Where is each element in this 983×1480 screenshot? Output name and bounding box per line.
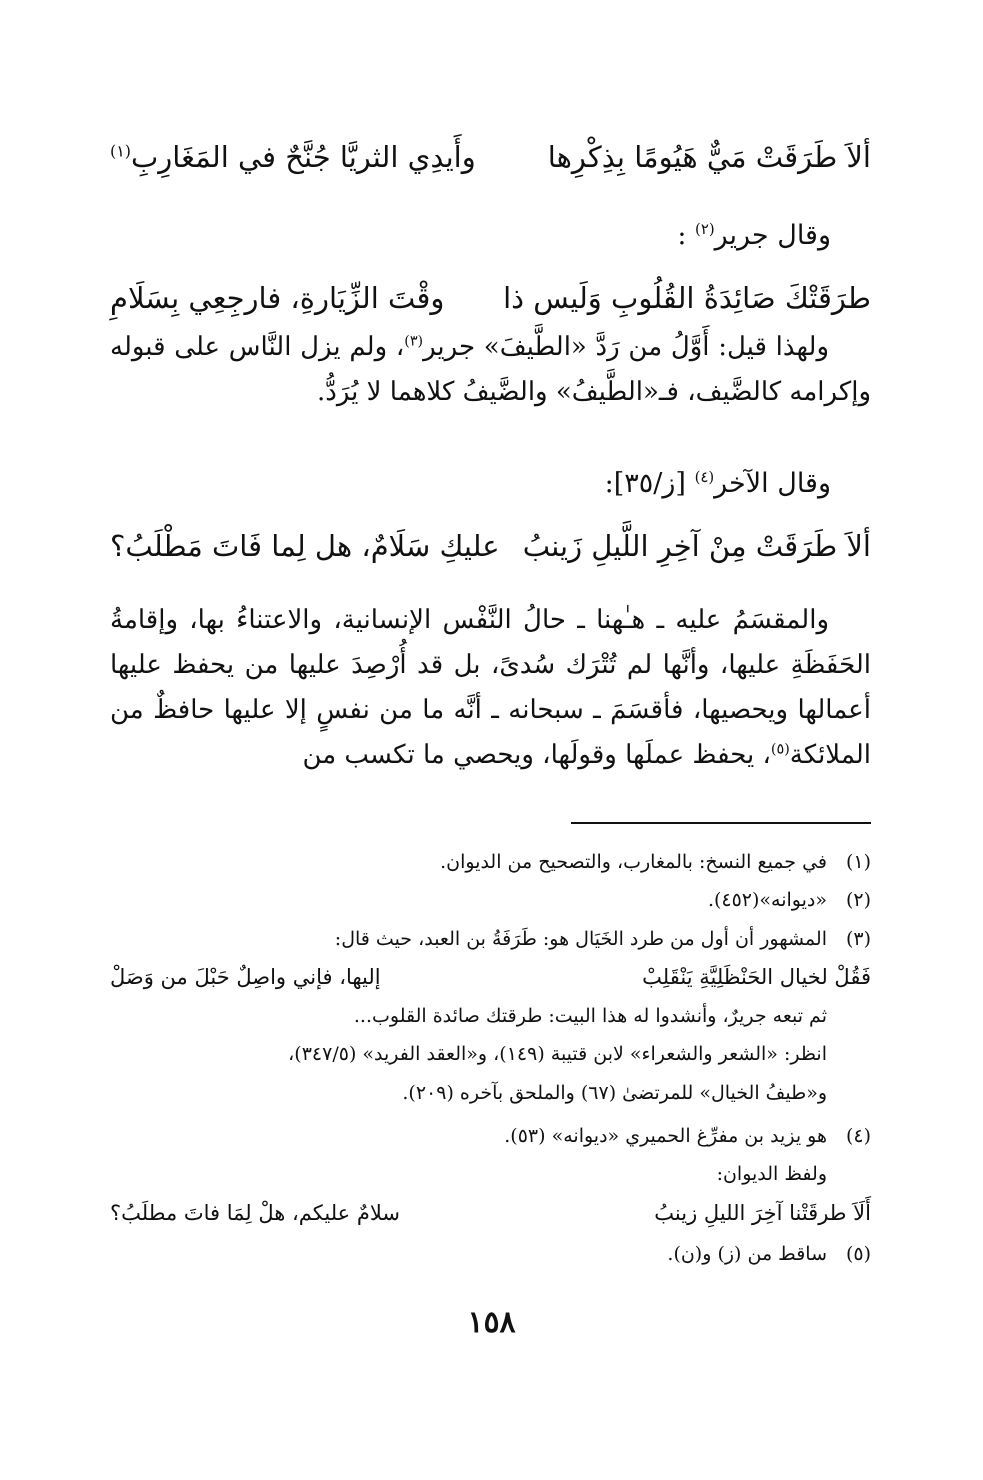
footnote-5-number: (٥) — [845, 1243, 871, 1265]
paragraph-2 — [110, 598, 871, 778]
footnote-4-number: (٤) — [845, 1125, 871, 1147]
footnote-4-verse-second: سلامٌ عليكم، هلْ لِمَا فاتَ مطلَبُ؟ — [110, 1201, 400, 1225]
footnote-separator — [571, 822, 871, 824]
footnote-2-text: «ديوانه»(٤٥٢). — [707, 889, 827, 911]
footnote-ref-3: (٣) — [404, 333, 424, 350]
verse-1-second-text: وأَيدِي الثريَّا جُنَّحٌ في المَغَارِبِ — [131, 140, 476, 174]
footnote-5-text: ساقط من (ز) و(ن). — [667, 1243, 827, 1265]
footnote-3-text: المشهور أن أول من طرد الخَيَال هو: طَرَفَةُ بن العبد، حيث قال: — [334, 928, 827, 950]
footnote-3-line-4: و«طيفُ الخيال» للمرتضىٰ (٦٧) والملحق بآخره (٢٠٩). — [402, 1082, 827, 1104]
intro-other — [110, 462, 831, 506]
verse-2 — [110, 276, 871, 320]
footnote-3-line-2: ثم تبعه جريرٌ، وأنشدوا له هذا البيت: طرقتك صائدة القلوب... — [353, 1005, 827, 1027]
verse-3 — [110, 524, 871, 568]
footnote-4-verse — [110, 1197, 871, 1230]
verse-1 — [110, 135, 871, 179]
intro-other-text: وقال الآخر — [714, 468, 831, 499]
paragraph-1 — [110, 325, 871, 415]
paragraph-2-part-b: ، يحفظ عملَها وقولَها، ويحصي ما تكسب من — [302, 740, 771, 770]
footnote-3-number: (٣) — [845, 928, 871, 950]
footnote-3-verse-second: إليها، فإني واصِلٌ حَبْلَ من وَصَلْ — [110, 965, 381, 989]
footnote-1-text: في جميع النسخ: بالمغارب، والتصحيح من الديوان. — [440, 851, 827, 873]
verse-3-first-hemistich: ألاَ طَرَقَتْ مِنْ آخِرِ اللَّيلِ زَينبُ — [522, 529, 871, 563]
paragraph-1-part-a: ولهذا قيل: أَوَّلُ من رَدَّ «الطَّيفَ» جرير — [423, 332, 829, 362]
verse-1-second-hemistich — [110, 135, 476, 179]
page-number: ١٥٨ — [467, 1305, 516, 1340]
footnote-2-number: (٢) — [845, 889, 871, 911]
footnote-ref-5: (٥) — [770, 741, 790, 758]
footnote-3-line-3: انظر: «الشعر والشعراء» لابن قتيبة (١٤٩)، و«العقد الفريد» (٣٤٧/٥)، — [288, 1043, 827, 1065]
footnote-3-verse-first: فَقُلْ لخيال الحَنْظَلِيَّةِ يَنْقَلِبْ — [642, 965, 871, 989]
paragraph-2-part-a: والمقسَمُ عليه ـ هـٰهنا ـ حالُ النَّفْس الإنسانية، والاعتناءُ بها، وإقامةُ الحَفَظَةِ عليها، وأنَّها لم تُتْرَك سُدىً، بل قد أُرْصِدَ عليها من يحفظ عليها أعمالها ويحصيها، فأقسَمَ ـ سبحانه ـ أنَّه ما من نفسٍ إلا عليها حافظٌ من الملائكة — [110, 605, 871, 770]
intro-jarir-colon: : — [677, 220, 687, 251]
verse-3-second-hemistich: عليكِ سَلَامٌ، هل لِما فَاتَ مَطْلَبُ؟ — [110, 529, 500, 563]
verse-1-first-hemistich: ألاَ طَرَقَتْ مَيٌّ هَيُومًا بِذِكْرِها — [547, 140, 871, 174]
footnote-1-number: (١) — [845, 851, 871, 873]
footnote-4-line-2: ولفظ الديوان: — [716, 1163, 827, 1185]
intro-jarir-text: وقال جرير — [714, 220, 831, 251]
intro-jarir — [110, 214, 831, 258]
verse-2-first-hemistich: طرَقَتْكَ صَائِدَةُ القُلُوبِ وَلَيس ذا — [503, 281, 871, 315]
paragraph-1-part-b: ، ولم يزل النَّاس على قبوله وإكرامه كالضَّيف، فـ«الطَّيفُ» والضَّيفُ كلاهما لا يُرَدُّ. — [110, 332, 871, 407]
manuscript-ref: [ز/٣٥]: — [604, 468, 686, 499]
footnote-4-verse-first: أَلَاَ طرقَتْنا آخِرَ الليلِ زينبُ — [654, 1201, 871, 1225]
verse-2-second-hemistich: وقْتَ الزِّيَارةِ، فارجِعِي بِسَلَامِ — [110, 281, 445, 315]
footnote-3-verse — [110, 961, 871, 994]
footnote-ref-2: (٢) — [695, 220, 715, 238]
footnote-4-text: هو يزيد بن مفرِّغ الحميري «ديوانه» (٥٣). — [504, 1125, 827, 1147]
footnote-ref-1: (١) — [110, 141, 131, 161]
footnote-ref-4: (٤) — [694, 468, 715, 486]
